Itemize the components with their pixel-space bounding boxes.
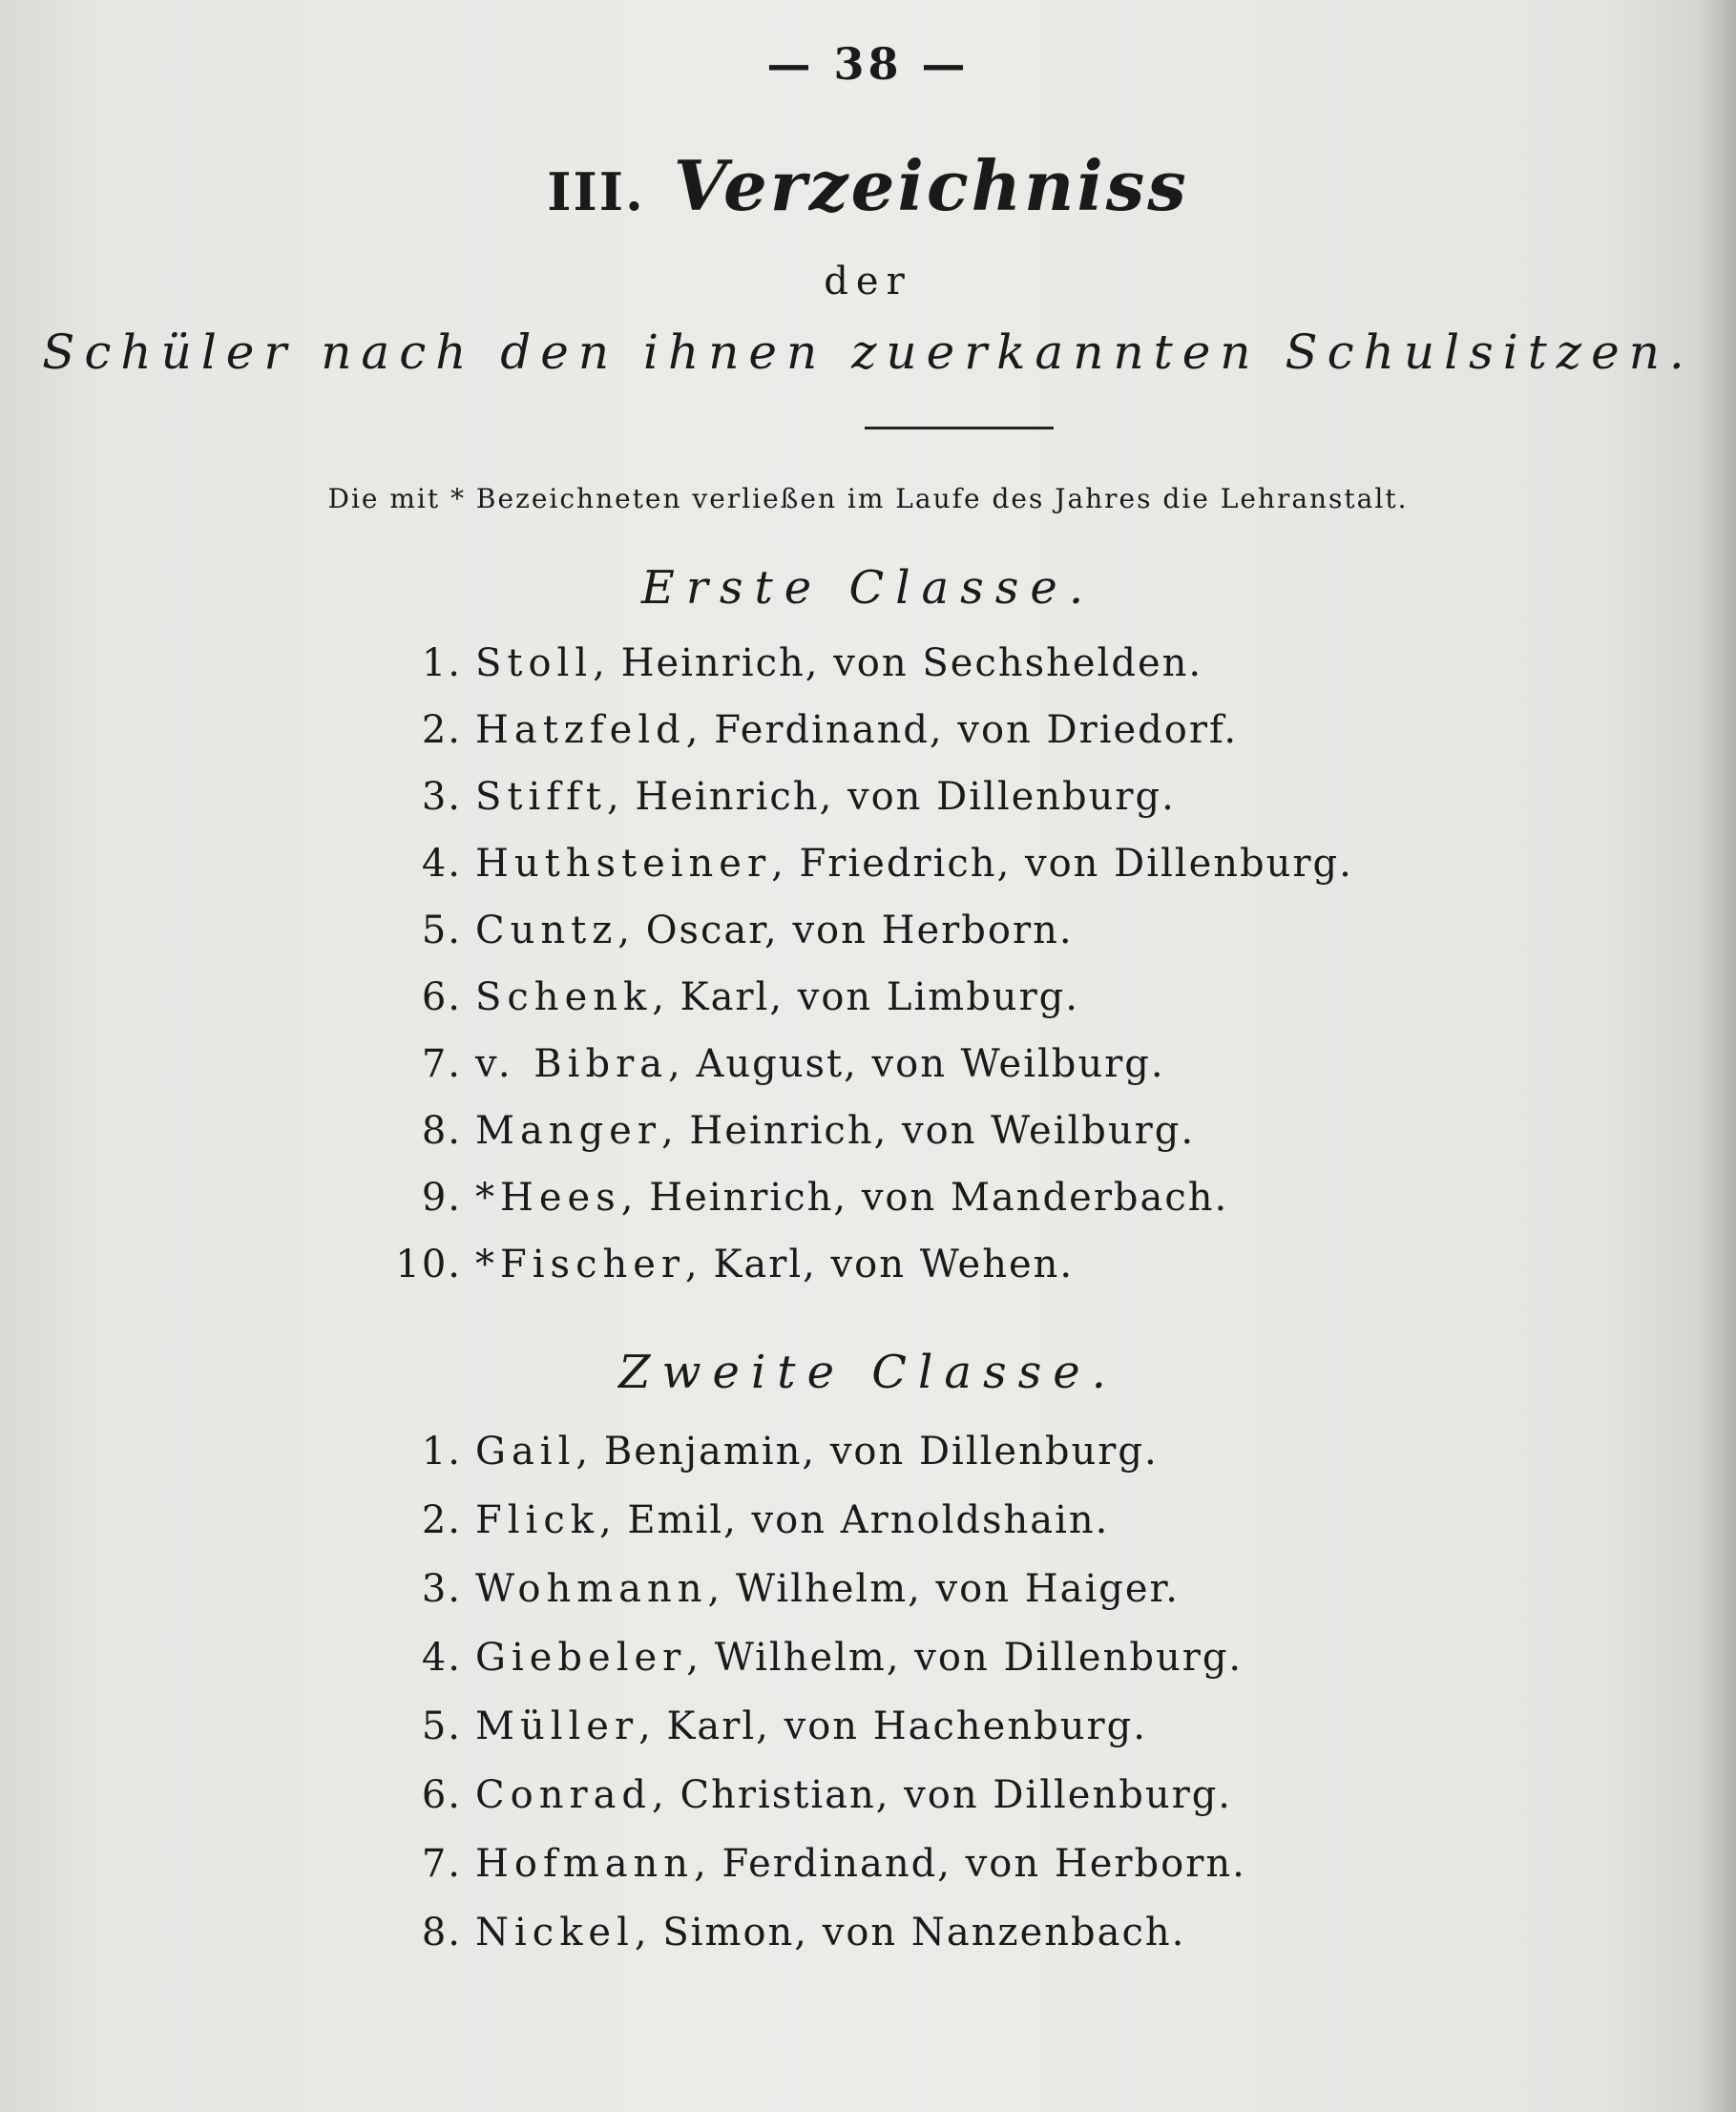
entry-surname: Gail bbox=[475, 1430, 576, 1474]
entry-details: , Karl, von Wehen. bbox=[685, 1243, 1075, 1286]
class-heading-first: Erste Classe. bbox=[640, 561, 1096, 615]
entry-surname: *Hees bbox=[475, 1176, 621, 1220]
entry-number: 2. bbox=[421, 708, 462, 752]
class-heading-second: Zweite Classe. bbox=[618, 1346, 1118, 1399]
entry-details: , Heinrich, von Sechshelden. bbox=[593, 641, 1203, 685]
list-item bbox=[382, 1430, 1336, 1474]
entry-surname: Müller bbox=[475, 1704, 639, 1748]
entry-surname: Hatzfeld bbox=[475, 708, 686, 752]
entry-details: , Simon, von Nanzenbach. bbox=[634, 1911, 1186, 1955]
entry-surname: Manger bbox=[475, 1109, 661, 1153]
list-item bbox=[382, 1498, 1336, 1542]
entry-surname: Stoll bbox=[475, 641, 594, 685]
list-item bbox=[382, 775, 1336, 819]
list-item bbox=[382, 641, 1336, 685]
entry-number: 8. bbox=[421, 1109, 462, 1153]
list-item bbox=[382, 1773, 1336, 1817]
entry-surname: Conrad bbox=[475, 1773, 653, 1817]
list-item bbox=[382, 909, 1336, 952]
entry-surname: Giebeler bbox=[475, 1636, 687, 1680]
entry-number: 7. bbox=[421, 1842, 462, 1886]
list-item bbox=[382, 1704, 1336, 1748]
entry-surname: Stifft bbox=[475, 775, 607, 819]
list-item bbox=[382, 1911, 1336, 1955]
entry-details: , Friedrich, von Dillenburg. bbox=[771, 842, 1353, 886]
entry-details: , Oscar, von Herborn. bbox=[617, 909, 1074, 952]
subtitle-line-1: der bbox=[824, 260, 912, 303]
entry-number: 2. bbox=[421, 1498, 462, 1542]
entry-details: , Karl, von Limburg. bbox=[652, 975, 1080, 1019]
entry-number: 9. bbox=[421, 1176, 462, 1220]
entry-surname: Nickel bbox=[475, 1911, 635, 1955]
entry-surname: Wohmann bbox=[475, 1567, 708, 1611]
section-title-word: Verzeichniss bbox=[673, 145, 1189, 226]
entry-surname: Schenk bbox=[475, 975, 653, 1019]
entry-number: 4. bbox=[421, 842, 462, 886]
list-item bbox=[382, 708, 1336, 752]
entry-details: , Wilhelm, von Dillenburg. bbox=[686, 1636, 1244, 1680]
entry-details: , Benjamin, von Dillenburg. bbox=[575, 1430, 1159, 1474]
entry-number: 3. bbox=[421, 1567, 462, 1611]
entry-number: 5. bbox=[421, 1704, 462, 1748]
list-item bbox=[382, 1636, 1336, 1680]
entry-details: , Heinrich, von Dillenburg. bbox=[606, 775, 1176, 819]
section-numeral: III. bbox=[547, 161, 645, 222]
entry-surname: Hofmann bbox=[475, 1842, 695, 1886]
list-item bbox=[382, 1109, 1336, 1153]
list-item bbox=[382, 1567, 1336, 1611]
asterisk-note: Die mit * Bezeichneten verließen im Laufe des Jahres die Lehranstalt. bbox=[327, 483, 1409, 514]
entry-number: 1. bbox=[421, 1430, 462, 1474]
list-item bbox=[382, 1842, 1336, 1886]
entry-number: 8. bbox=[421, 1911, 462, 1955]
page-edge-shadow bbox=[1698, 0, 1736, 2112]
entry-number: 6. bbox=[421, 1773, 462, 1817]
entry-number: 5. bbox=[421, 909, 462, 952]
entry-number: 3. bbox=[421, 775, 462, 819]
entry-surname: Cuntz bbox=[475, 909, 618, 952]
entry-number: 7. bbox=[421, 1042, 462, 1086]
subtitle-line-2: Schüler nach den ihnen zuerkannten Schulsitzen. bbox=[42, 324, 1694, 380]
entry-details: , August, von Weilburg. bbox=[668, 1042, 1165, 1086]
entry-number: 4. bbox=[421, 1636, 462, 1680]
page-number: — 38 — bbox=[766, 38, 970, 90]
entry-number: 1. bbox=[421, 641, 462, 685]
entry-details: , Karl, von Hachenburg. bbox=[638, 1704, 1147, 1748]
entry-details: , Christian, von Dillenburg. bbox=[652, 1773, 1233, 1817]
list-item bbox=[382, 1176, 1336, 1220]
entry-details: , Ferdinand, von Driedorf. bbox=[685, 708, 1239, 752]
entry-details: , Heinrich, von Weilburg. bbox=[660, 1109, 1196, 1153]
entry-details: , Heinrich, von Manderbach. bbox=[620, 1176, 1229, 1220]
entry-details: , Wilhelm, von Haiger. bbox=[707, 1567, 1180, 1611]
entry-surname: v. Bibra bbox=[475, 1042, 669, 1086]
entry-surname: *Fischer bbox=[475, 1243, 686, 1286]
entry-surname: Huthsteiner bbox=[475, 842, 772, 886]
list-item bbox=[382, 1042, 1336, 1086]
entry-number: 6. bbox=[421, 975, 462, 1019]
entry-surname: Flick bbox=[475, 1498, 599, 1542]
section-title bbox=[0, 145, 1736, 226]
entry-details: , Emil, von Arnoldshain. bbox=[598, 1498, 1110, 1542]
entry-details: , Ferdinand, von Herborn. bbox=[694, 1842, 1246, 1886]
list-item bbox=[382, 842, 1353, 886]
entry-number: 10. bbox=[395, 1243, 462, 1286]
title-divider bbox=[865, 427, 1054, 429]
list-item bbox=[382, 975, 1336, 1019]
list-item bbox=[382, 1243, 1336, 1286]
